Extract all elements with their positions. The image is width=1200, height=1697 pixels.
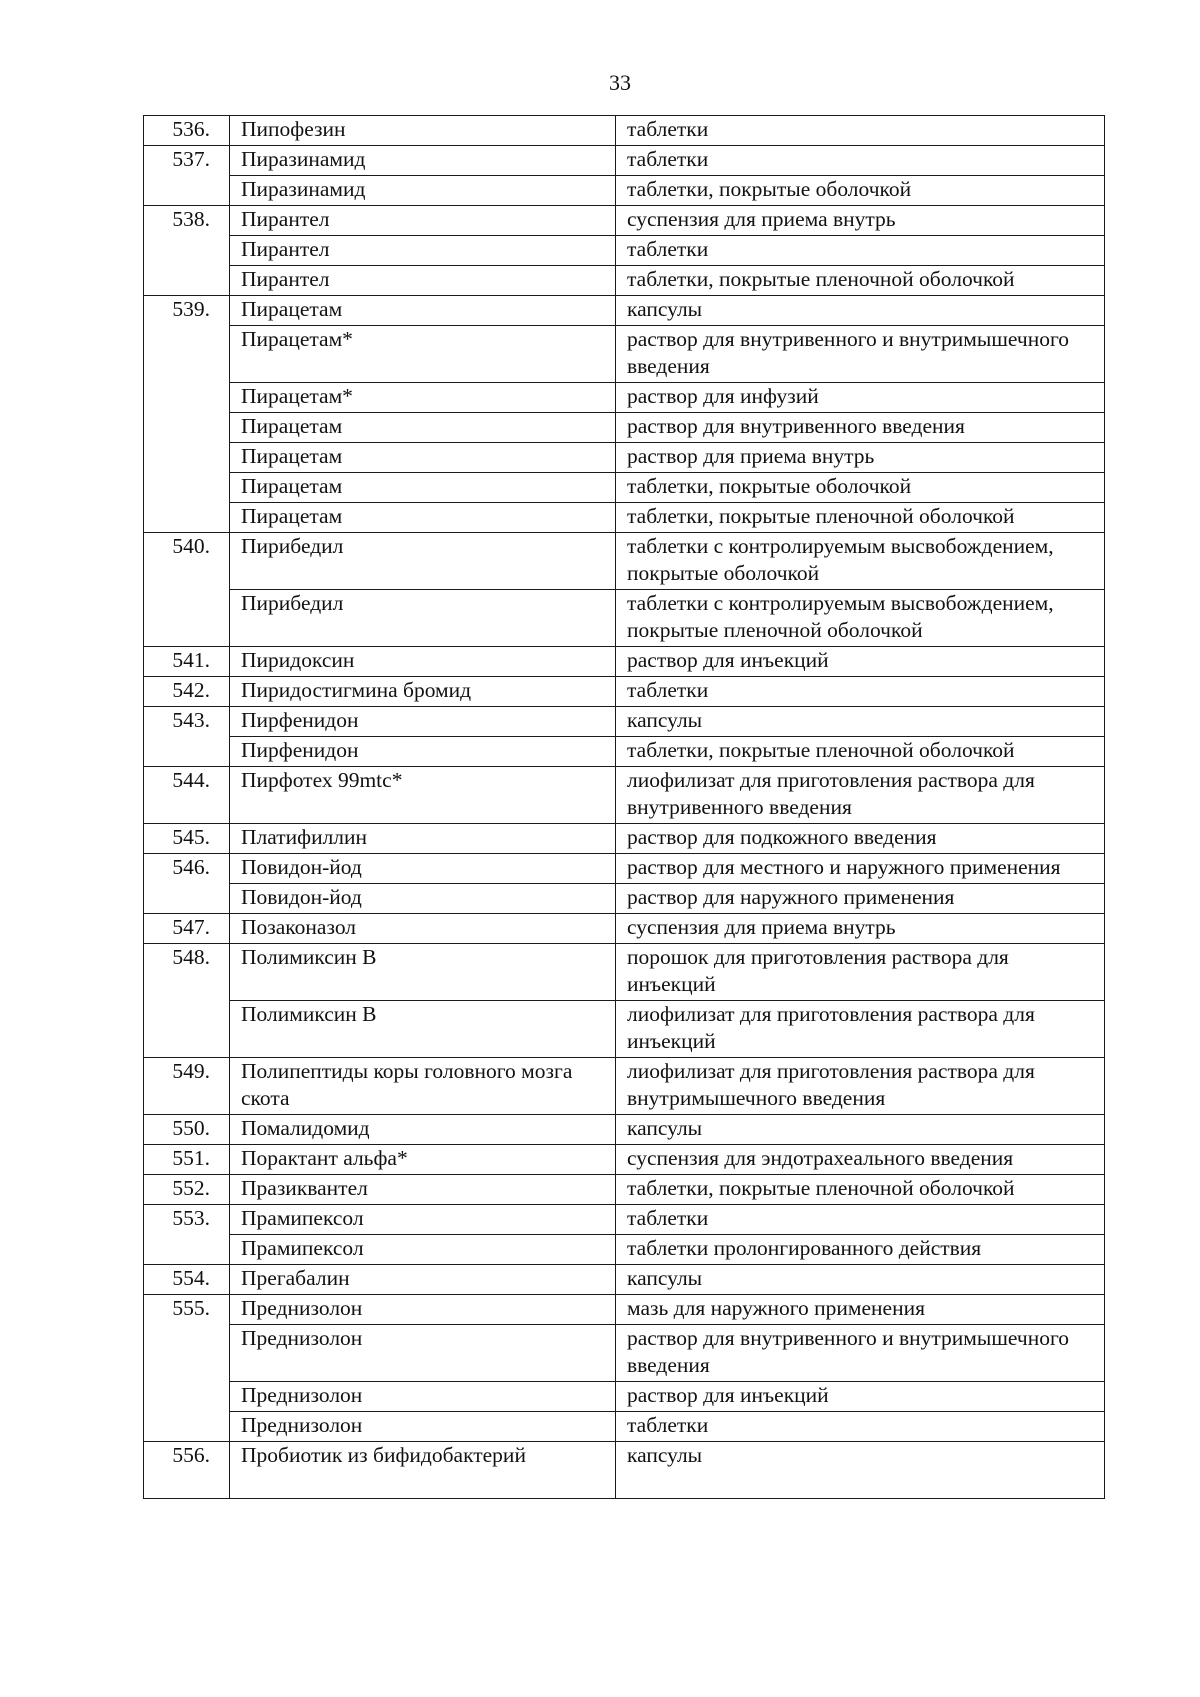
drug-name-cell: Пирибедил [230,533,616,590]
drug-name-cell: Преднизолон [230,1295,616,1325]
row-number-cell: 548. [144,944,230,1058]
table-row [144,116,1105,146]
table-row [144,1325,1105,1382]
dosage-form-cell: суспензия для приема внутрь [616,206,1105,236]
table-row [144,944,1105,1001]
row-number-cell: 541. [144,647,230,677]
table-row [144,647,1105,677]
row-number-cell: 555. [144,1295,230,1442]
table-row [144,1382,1105,1412]
dosage-form-cell: капсулы [616,1115,1105,1145]
dosage-form-cell: раствор для местного и наружного применения [616,854,1105,884]
table-row [144,767,1105,824]
table-row [144,176,1105,206]
dosage-form-cell: капсулы [616,296,1105,326]
row-number-cell: 537. [144,146,230,206]
dosage-form-cell: капсулы [616,1265,1105,1295]
row-number-cell: 538. [144,206,230,296]
dosage-form-cell: суспензия для эндотрахеального введения [616,1145,1105,1175]
row-number-cell: 550. [144,1115,230,1145]
row-number-cell: 552. [144,1175,230,1205]
drug-name-cell: Прамипексол [230,1205,616,1235]
dosage-form-cell: лиофилизат для приготовления раствора для внутривенного введения [616,767,1105,824]
drug-name-cell: Пиразинамид [230,176,616,206]
table-row [144,854,1105,884]
drug-name-cell: Пирибедил [230,590,616,647]
page-number: 33 [609,70,631,95]
drug-table [143,115,1105,1499]
table-row [144,737,1105,767]
drug-name-cell: Пипофезин [230,116,616,146]
dosage-form-cell: таблетки, покрытые пленочной оболочкой [616,266,1105,296]
drug-name-cell: Пирацетам [230,413,616,443]
dosage-form-cell: раствор для инфузий [616,383,1105,413]
dosage-form-cell: капсулы [616,1442,1105,1499]
drug-table-body [144,116,1105,1499]
table-row [144,383,1105,413]
table-row [144,443,1105,473]
drug-name-cell: Полимиксин В [230,944,616,1001]
row-number-cell: 539. [144,296,230,533]
drug-name-cell: Пиразинамид [230,146,616,176]
table-row [144,677,1105,707]
dosage-form-cell: раствор для инъекций [616,1382,1105,1412]
table-row [144,590,1105,647]
table-row [144,1442,1105,1499]
dosage-form-cell: таблетки [616,1412,1105,1442]
table-row [144,1265,1105,1295]
row-number-cell: 546. [144,854,230,914]
dosage-form-cell: раствор для наружного применения [616,884,1105,914]
drug-name-cell: Пирацетам [230,296,616,326]
dosage-form-cell: таблетки с контролируемым высвобождением, покрытые оболочкой [616,533,1105,590]
row-number-cell: 554. [144,1265,230,1295]
row-number-cell: 551. [144,1145,230,1175]
row-number-cell: 553. [144,1205,230,1265]
table-row [144,1235,1105,1265]
dosage-form-cell: лиофилизат для приготовления раствора для внутримышечного введения [616,1058,1105,1115]
drug-name-cell: Прамипексол [230,1235,616,1265]
drug-name-cell: Пирантел [230,266,616,296]
drug-name-cell: Преднизолон [230,1382,616,1412]
dosage-form-cell: суспензия для приема внутрь [616,914,1105,944]
table-row [144,884,1105,914]
table-row [144,146,1105,176]
drug-name-cell: Пирацетам* [230,383,616,413]
dosage-form-cell: раствор для внутривенного и внутримышечного введения [616,326,1105,383]
dosage-form-cell: раствор для инъекций [616,647,1105,677]
table-row [144,1412,1105,1442]
table-row [144,1205,1105,1235]
row-number-cell: 542. [144,677,230,707]
drug-name-cell: Полимиксин В [230,1001,616,1058]
dosage-form-cell: таблетки, покрытые пленочной оболочкой [616,737,1105,767]
dosage-form-cell: таблетки, покрытые пленочной оболочкой [616,503,1105,533]
dosage-form-cell: порошок для приготовления раствора для инъекций [616,944,1105,1001]
table-row [144,1145,1105,1175]
dosage-form-cell: таблетки, покрытые пленочной оболочкой [616,1175,1105,1205]
dosage-form-cell: таблетки с контролируемым высвобождением, покрытые пленочной оболочкой [616,590,1105,647]
drug-name-cell: Пирантел [230,236,616,266]
table-row [144,1058,1105,1115]
drug-name-cell: Повидон-йод [230,884,616,914]
drug-name-cell: Пирантел [230,206,616,236]
drug-name-cell: Пирацетам* [230,326,616,383]
drug-name-cell: Празиквантел [230,1175,616,1205]
row-number-cell: 543. [144,707,230,767]
dosage-form-cell: раствор для подкожного введения [616,824,1105,854]
table-row [144,1001,1105,1058]
drug-name-cell: Пирацетам [230,503,616,533]
row-number-cell: 540. [144,533,230,647]
drug-name-cell: Пирфенидон [230,737,616,767]
table-row [144,326,1105,383]
table-row [144,296,1105,326]
drug-name-cell: Пирацетам [230,473,616,503]
dosage-form-cell: таблетки пролонгированного действия [616,1235,1105,1265]
row-number-cell: 536. [144,116,230,146]
table-row [144,533,1105,590]
dosage-form-cell: таблетки [616,1205,1105,1235]
table-row [144,473,1105,503]
table-row [144,824,1105,854]
dosage-form-cell: раствор для приема внутрь [616,443,1105,473]
drug-name-cell: Помалидомид [230,1115,616,1145]
drug-name-cell: Пиридоксин [230,647,616,677]
table-row [144,206,1105,236]
drug-name-cell: Полипептиды коры головного мозга скота [230,1058,616,1115]
drug-name-cell: Порактант альфа* [230,1145,616,1175]
dosage-form-cell: мазь для наружного применения [616,1295,1105,1325]
drug-name-cell: Преднизолон [230,1412,616,1442]
drug-name-cell: Платифиллин [230,824,616,854]
drug-name-cell: Пробиотик из бифидобактерий [230,1442,616,1499]
table-row [144,1115,1105,1145]
dosage-form-cell: таблетки [616,236,1105,266]
table-row [144,1175,1105,1205]
row-number-cell: 556. [144,1442,230,1499]
table-row [144,266,1105,296]
dosage-form-cell: таблетки [616,146,1105,176]
dosage-form-cell: раствор для внутривенного и внутримышечного введения [616,1325,1105,1382]
dosage-form-cell: таблетки [616,116,1105,146]
drug-name-cell: Прегабалин [230,1265,616,1295]
table-row [144,914,1105,944]
dosage-form-cell: таблетки, покрытые оболочкой [616,473,1105,503]
drug-name-cell: Пиридостигмина бромид [230,677,616,707]
dosage-form-cell: лиофилизат для приготовления раствора для инъекций [616,1001,1105,1058]
table-row [144,236,1105,266]
table-row [144,707,1105,737]
row-number-cell: 544. [144,767,230,824]
drug-name-cell: Пирфотех 99mtc* [230,767,616,824]
table-row [144,1295,1105,1325]
drug-name-cell: Повидон-йод [230,854,616,884]
dosage-form-cell: капсулы [616,707,1105,737]
dosage-form-cell: раствор для внутривенного введения [616,413,1105,443]
drug-name-cell: Позаконазол [230,914,616,944]
drug-name-cell: Пирфенидон [230,707,616,737]
table-row [144,413,1105,443]
drug-name-cell: Пирацетам [230,443,616,473]
row-number-cell: 545. [144,824,230,854]
table-row [144,503,1105,533]
dosage-form-cell: таблетки [616,677,1105,707]
row-number-cell: 549. [144,1058,230,1115]
row-number-cell: 547. [144,914,230,944]
drug-name-cell: Преднизолон [230,1325,616,1382]
dosage-form-cell: таблетки, покрытые оболочкой [616,176,1105,206]
